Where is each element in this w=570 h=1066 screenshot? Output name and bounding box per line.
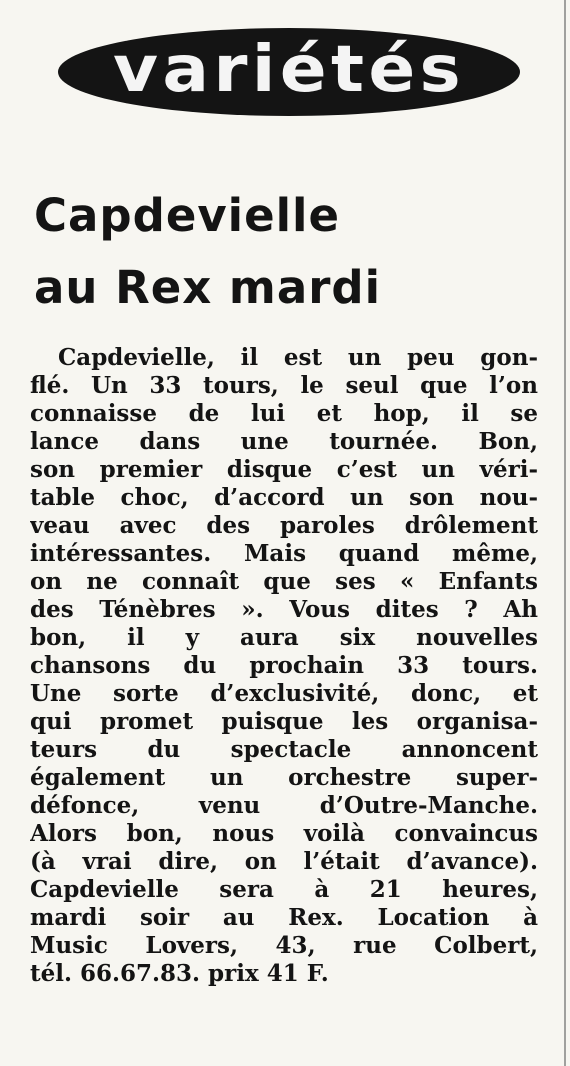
headline-line-2: au Rex mardi — [34, 261, 382, 314]
article-line: défonce, venu d’Outre-Manche. — [30, 792, 538, 819]
article-line: (à vrai dire, on l’était d’avance). — [30, 848, 538, 875]
article-line: tél. 66.67.83. prix 41 F. — [30, 960, 329, 987]
article-line: chansons du prochain 33 tours. — [30, 652, 538, 679]
article-line: table choc, d’accord un son nou- — [30, 484, 538, 511]
article-headline — [34, 180, 534, 324]
article-line: des Ténèbres ». Vous dites ? Ah — [30, 596, 538, 623]
article-line: intéressantes. Mais quand même, — [30, 540, 538, 567]
column-rule — [564, 0, 566, 1066]
article-line: flé. Un 33 tours, le seul que l’on — [30, 372, 538, 399]
article-line: lance dans une tournée. Bon, — [30, 428, 538, 455]
article-line: Music Lovers, 43, rue Colbert, — [30, 932, 538, 959]
article-line: Capdevielle, il est un peu gon- — [58, 344, 538, 371]
article-line: Une sorte d’exclusivité, donc, et — [30, 680, 538, 707]
article-line: on ne connaît que ses « Enfants — [30, 568, 538, 595]
article-line: Alors bon, nous voilà convaincus — [30, 820, 538, 847]
article-line: son premier disque c’est un véri- — [30, 456, 538, 483]
article-line: également un orchestre super- — [30, 764, 538, 791]
article-line: veau avec des paroles drôlement — [30, 512, 538, 539]
headline-line-1: Capdevielle — [34, 189, 340, 242]
section-banner — [58, 28, 520, 116]
article-line: qui promet puisque les organisa- — [30, 708, 538, 735]
article-line: Capdevielle sera à 21 heures, — [30, 876, 538, 903]
article-line: connaisse de lui et hop, il se — [30, 400, 538, 427]
article-line: mardi soir au Rex. Location à — [30, 904, 538, 931]
article-body — [30, 344, 538, 988]
article-line: teurs du spectacle annoncent — [30, 736, 538, 763]
section-banner-label: variétés — [113, 33, 465, 107]
article-line: bon, il y aura six nouvelles — [30, 624, 538, 651]
